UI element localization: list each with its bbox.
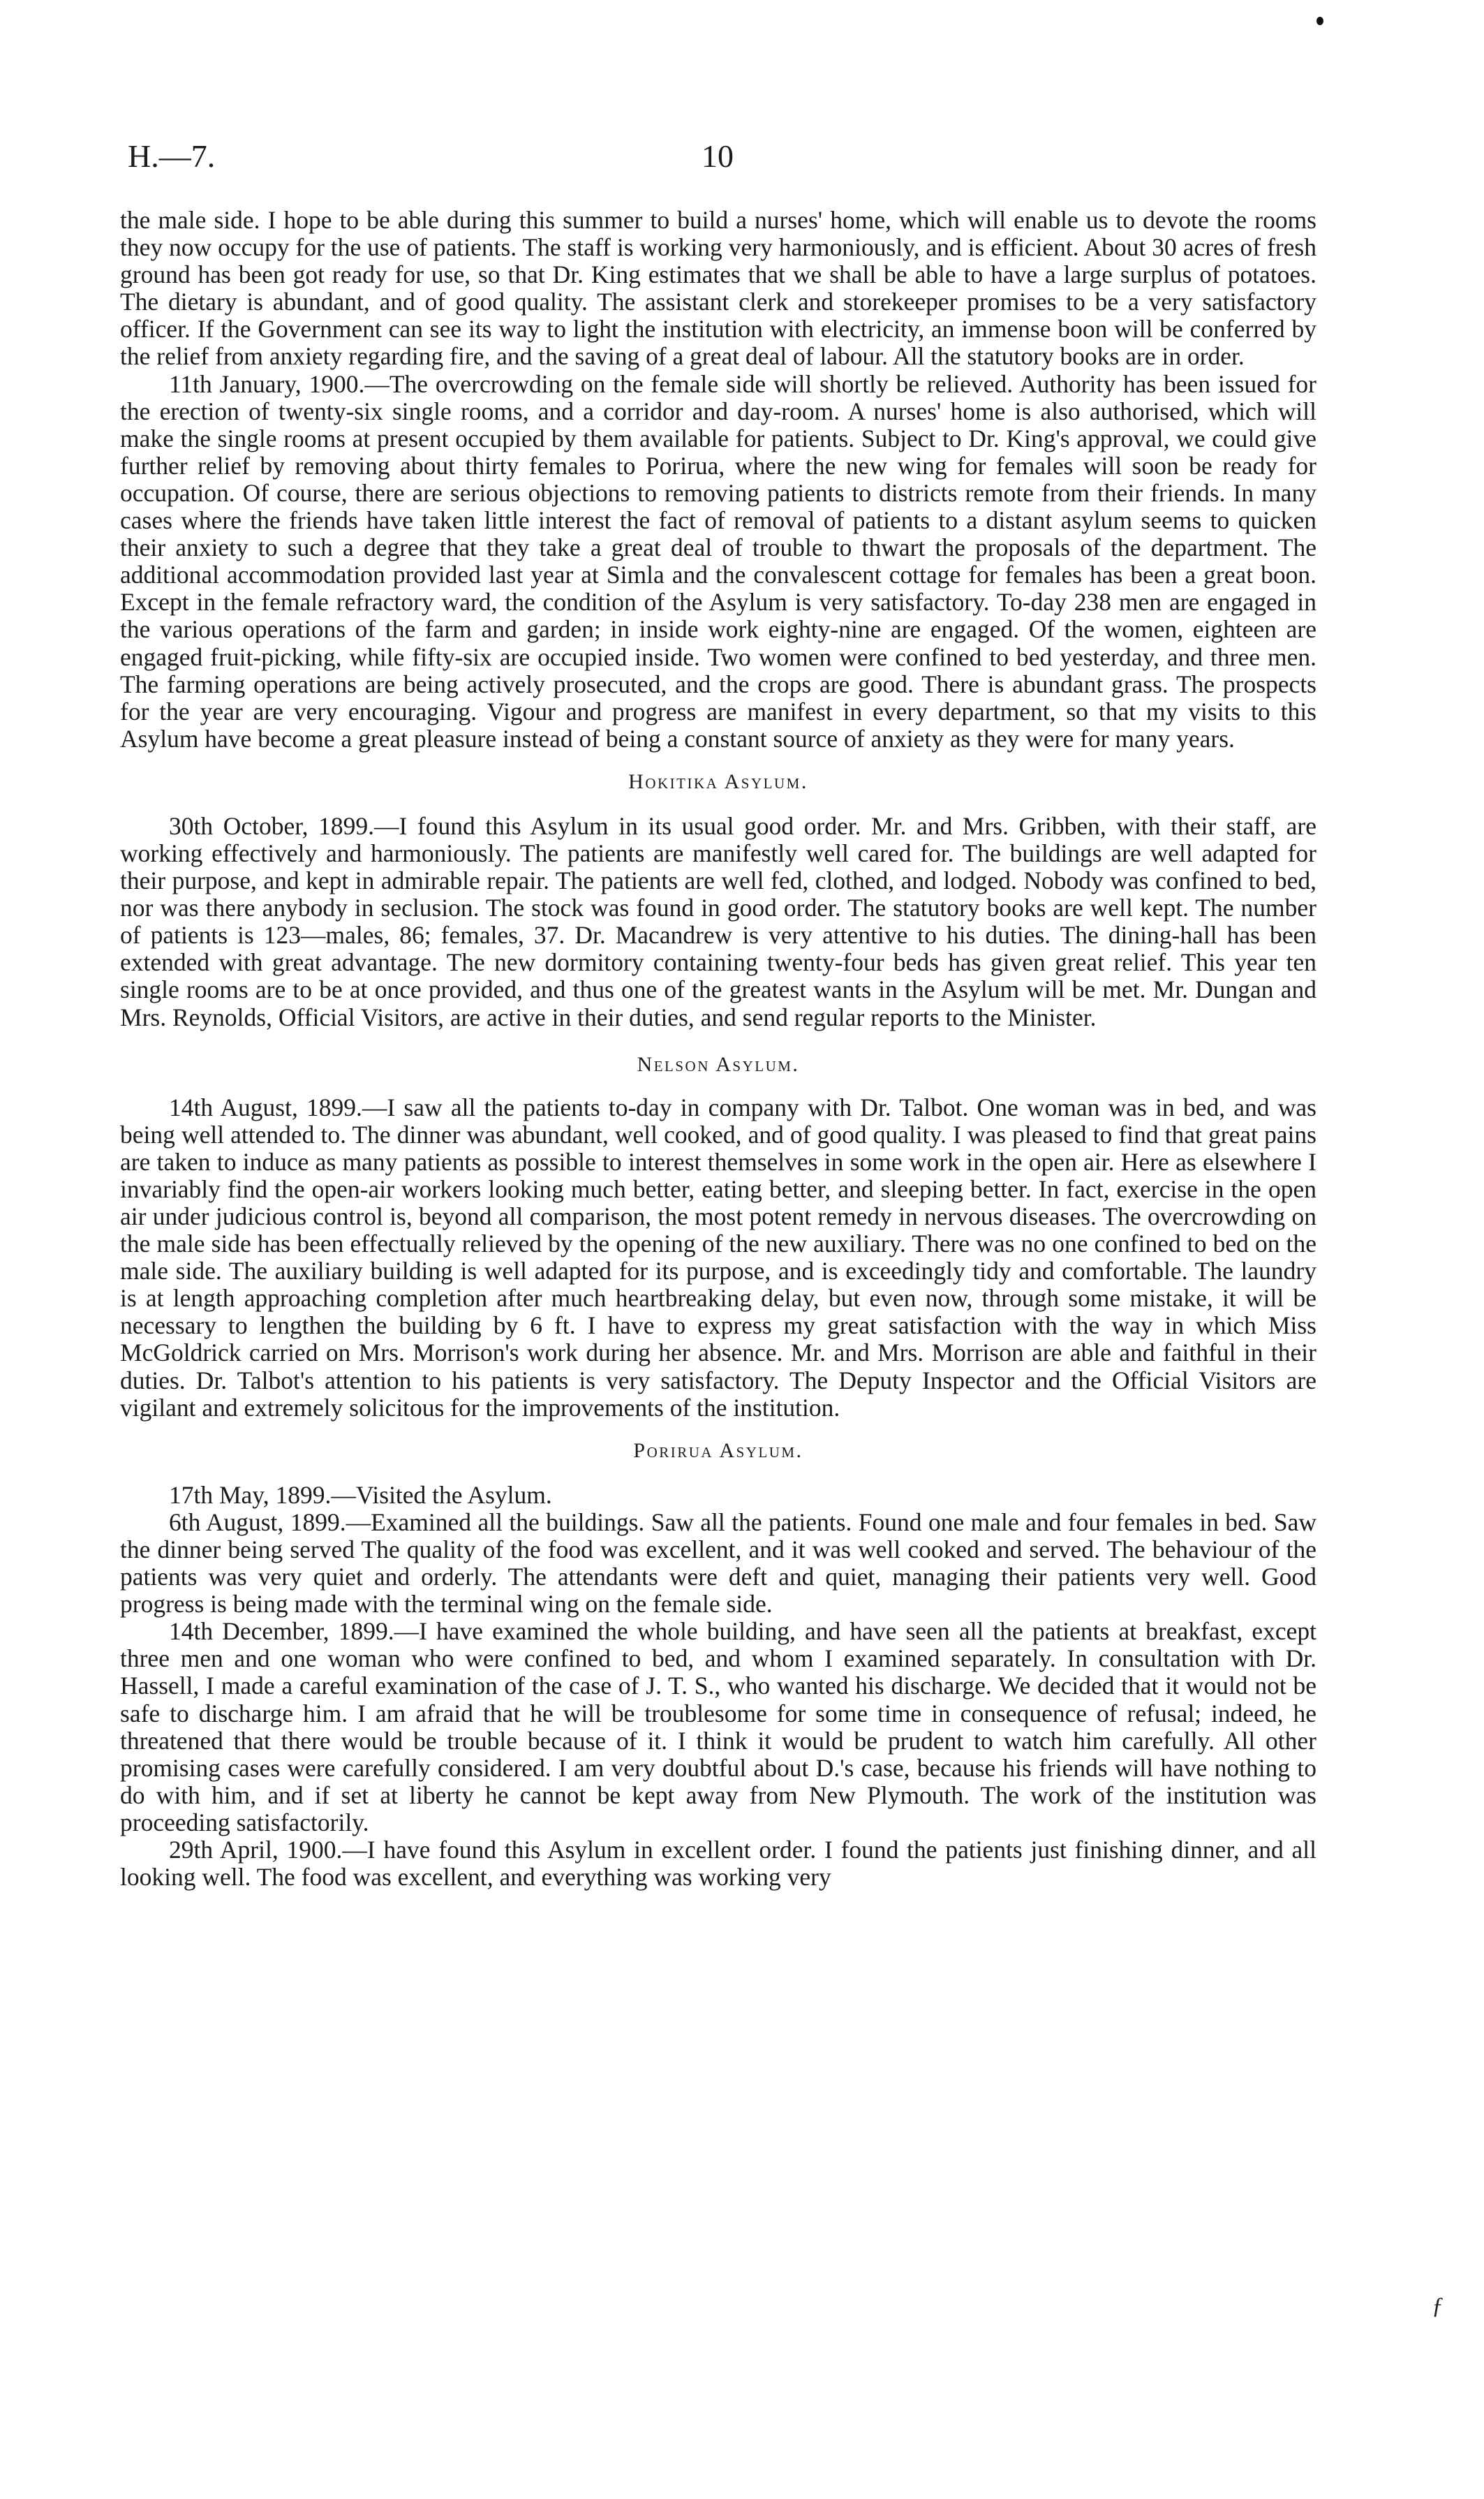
paragraph-jan-1900: 11th January, 1900.—The overcrowding on the female side will shortly be relieved. Authority has been issued for the erection of twenty-six single rooms, and a corridor and day-room. A nurses' home is also authorised, which will make the single rooms at present occupied by them available for patients. Subject to Dr. King's approval, we could give further relief by removing about thirty females to Porirua, where the new wing for females will soon be ready for occupation. Of course, there are serious objections to removing patients to districts remote from their friends. In many cases where the friends have taken little interest the fact of removal of patients to a distant asylum seems to quicken their anxiety to such a degree that they take a great deal of trouble to thwart the proposals of the department. The additional accommodation provided last year at Simla and the convalescent cottage for females has been a great boon. Except in the female refractory ward, the condition of the Asylum is very satisfactory. To-day 238 men are engaged in the various operations of the farm and garden; in inside work eighty-nine are engaged. Of the women, eighteen are engaged fruit-picking, while fifty-six are occupied inside. Two women were confined to bed yesterday, and three men. The farming operations are being actively prosecuted, and the crops are good. There is abundant grass. The prospects for the year are very encouraging. Vigour and progress are manifest in every department, so that my visits to this Asylum have become a great pleasure instead of being a constant source of anxiety as they were for many years. [120, 369, 1316, 753]
paragraph-hokitika: 30th October, 1899.—I found this Asylum in its usual good order. Mr. and Mrs. Gribben, with their staff, are working effectively and harmoniously. The patients are manifestly well cared for. The buildings are well adapted for their purpose, and kept in admirable repair. The patients are well fed, clothed, and lodged. Nobody was confined to bed, nor was there anybody in seclusion. The stock was found in good order. The statutory books are well kept. The number of patients is 123—males, 86; females, 37. Dr. Macandrew is very attentive to his duties. The dining-hall has been extended with great advantage. The new dormitory containing twenty-four beds has given great relief. This year ten single rooms are to be at once provided, and thus one of the greatest wants in the Asylum will be met. Mr. Dungan and Mrs. Reynolds, Official Visitors, are active in their duties, and send regular reports to the Minister. [120, 811, 1316, 1031]
parliamentary-reference: H.—7. [128, 138, 216, 174]
paragraph-porirua-may: 17th May, 1899.—Visited the Asylum. [169, 1480, 552, 1509]
paragraph-porirua-apr: 29th April, 1900.—I have found this Asylum in excellent order. I found the patients just finishing dinner, and all looking well. The food was excellent, and everything was working very [120, 1835, 1316, 1892]
section-heading-hokitika: Hokitika Asylum. [628, 769, 808, 793]
document-body [120, 207, 1316, 1891]
page-number: 10 [702, 138, 734, 174]
continued-paragraph: the male side. I hope to be able during this summer to build a nurses' home, which will enable us to devote the rooms they now occupy for the use of patients. The staff is working very harmoniously, and is efficient. About 30 acres of fresh ground has been got ready for use, so that Dr. King estimates that we shall be able to have a large surplus of potatoes. The dietary is abundant, and of good quality. The assistant clerk and storekeeper promises to be a very satisfactory officer. If the Government can see its way to light the institution with electricity, an immense boon will be conferred by the relief from anxiety regarding fire, and the saving of a great deal of labour. All the statutory books are in order. [120, 206, 1316, 371]
section-heading-porirua: Porirua Asylum. [633, 1438, 803, 1462]
section-heading-nelson: Nelson Asylum. [637, 1052, 800, 1076]
margin-mark: ƒ [1432, 2293, 1444, 2319]
paragraph-porirua-aug: 6th August, 1899.—Examined all the buildings. Saw all the patients. Found one male and four females in bed. Saw the dinner being served The quality of the food was excellent, and it was well cooked and served. The behaviour of the patients was very quiet and orderly. The attendants were deft and quiet, managing their patients very well. Good progress is being made with the terminal wing on the female side. [120, 1507, 1316, 1619]
ink-dot [1316, 17, 1323, 25]
paragraph-porirua-dec: 14th December, 1899.—I have examined the whole building, and have seen all the patients at breakfast, except three men and one woman who were confined to bed, and whom I examined separately. In consultation with Dr. Hassell, I made a careful examination of the case of J. T. S., who wanted his discharge. We decided that it would not be safe to discharge him. I am afraid that he will be troublesome for some time in consequence of refusal; indeed, he threatened that there would be trouble because of it. I think it would be prudent to watch him carefully. All other promising cases were carefully considered. I am very doubtful about D.'s case, because his friends will have nothing to do with him, and if set at liberty he cannot be kept away from New Plymouth. The work of the institution was proceeding satisfactorily. [120, 1617, 1316, 1836]
paragraph-nelson: 14th August, 1899.—I saw all the patients to-day in company with Dr. Talbot. One woman was in bed, and was being well attended to. The dinner was abundant, well cooked, and of good quality. I was pleased to find that great pains are taken to induce as many patients as possible to interest themselves in some work in the open air. Here as elsewhere I invariably find the open-air workers looking much better, eating better, and sleeping better. In fact, exercise in the open air under judicious control is, beyond all comparison, the most potent remedy in nervous diseases. The overcrowding on the male side has been effectually relieved by the opening of the new auxiliary. There was no one confined to bed on the male side. The auxiliary building is well adapted for its purpose, and is exceedingly tidy and comfortable. The laundry is at length approaching completion after much heartbreaking delay, but even now, through some mistake, it will be necessary to lengthen the building by 6 ft. I have to express my great satisfaction with the way in which Miss McGoldrick carried on Mrs. Morrison's work during her absence. Mr. and Mrs. Morrison are able and faithful in their duties. Dr. Talbot's attention to his patients is very satisfactory. The Deputy Inspector and the Official Visitors are vigilant and extremely solicitous for the improvements of the institution. [120, 1093, 1316, 1422]
